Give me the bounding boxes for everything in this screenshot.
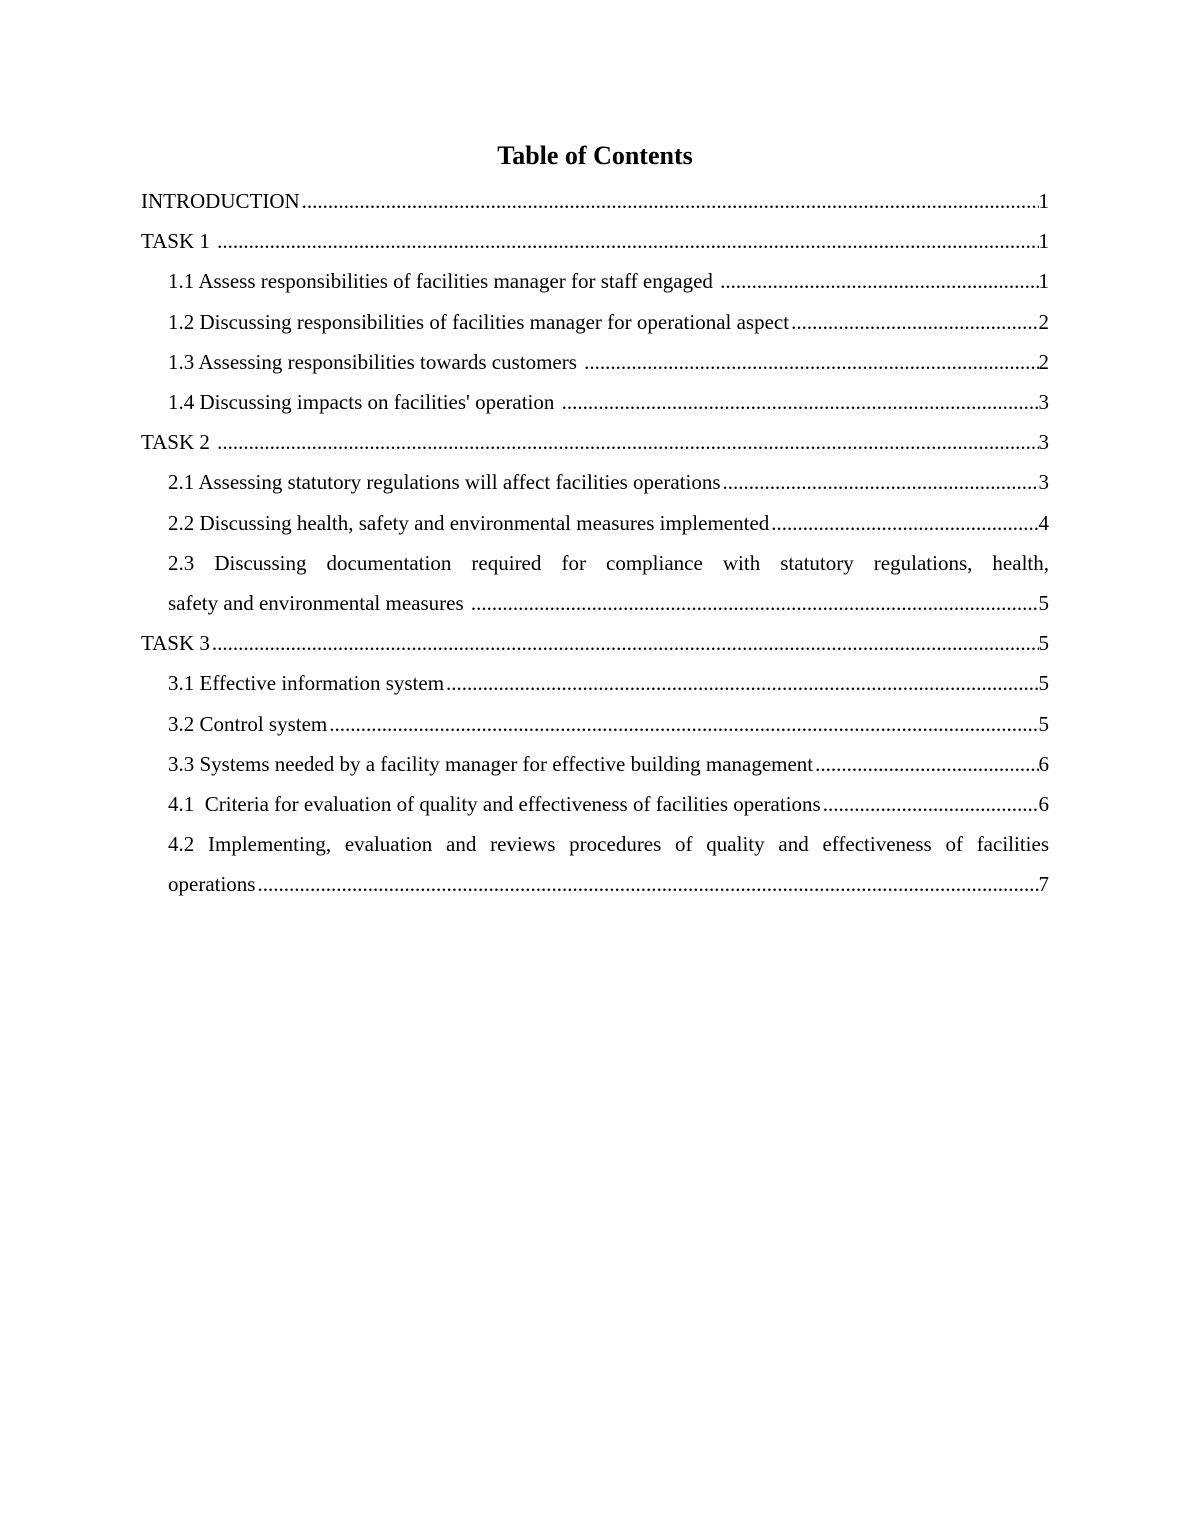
toc-page-number: 1: [1038, 229, 1049, 254]
toc-entry-2-3[interactable]: [141, 543, 1049, 623]
toc-entry-3-1[interactable]: [141, 663, 1049, 703]
toc-entry-label: TASK 1: [141, 229, 216, 254]
toc-entry-1-4[interactable]: [141, 382, 1049, 422]
toc-entry-4-1[interactable]: [141, 784, 1049, 824]
toc-entry-2-2[interactable]: [141, 503, 1049, 543]
toc-entry-label: 3.1 Effective information system: [168, 671, 445, 696]
toc-leader-dots: [562, 382, 1039, 422]
toc-page-number: 6: [1038, 792, 1049, 817]
toc-entry-label: 2.1 Assessing statutory regulations will affect facilities operations: [168, 470, 721, 495]
toc-page-number: 3: [1038, 470, 1049, 495]
toc-entry-label: INTRODUCTION: [141, 189, 300, 213]
toc-entry-1-1[interactable]: [141, 261, 1049, 301]
toc-leader-dots: [217, 221, 1038, 261]
toc-leader-dots: [329, 704, 1038, 744]
toc-page-number: 3: [1038, 390, 1049, 415]
toc-entry-task-3[interactable]: [141, 623, 1049, 663]
toc-page-number: 7: [1038, 872, 1049, 897]
toc-page-number: 2: [1038, 309, 1049, 334]
toc-leader-dots: [217, 422, 1038, 462]
toc-leader-dots: [302, 181, 1039, 221]
toc-page-number: 5: [1038, 591, 1049, 616]
toc-entry-last-line: [168, 864, 1049, 904]
toc-entry-label: 1.4 Discussing impacts on facilities' operation: [168, 390, 560, 415]
toc-page-number: 5: [1038, 671, 1049, 696]
toc-leader-dots: [471, 583, 1039, 623]
toc-leader-dots: [723, 462, 1039, 502]
toc-entry-label: TASK 3: [141, 631, 210, 656]
toc-leader-dots: [771, 503, 1038, 543]
toc-entry-4-2[interactable]: [141, 824, 1049, 904]
toc-page-number: 6: [1038, 751, 1049, 776]
toc-leader-dots: [446, 663, 1038, 703]
toc-entry-label: 3.2 Control system: [168, 711, 328, 736]
toc-leader-dots: [815, 744, 1038, 784]
toc-leader-dots: [212, 623, 1039, 663]
toc-entry-last-line: [168, 583, 1049, 623]
toc-entry-label: 1.3 Assessing responsibilities towards customers: [168, 349, 583, 374]
toc-entry-label: 4.1 Criteria for evaluation of quality and effectiveness of facilities operations: [168, 792, 821, 817]
toc-list: [141, 181, 1049, 905]
toc-entry-3-3[interactable]: [141, 744, 1049, 784]
toc-page-number: 1: [1038, 189, 1049, 213]
toc-page-number: 4: [1038, 510, 1049, 535]
toc-page-number: 2: [1038, 349, 1049, 374]
toc-entry-task-2[interactable]: [141, 422, 1049, 462]
toc-entry-1-2[interactable]: [141, 302, 1049, 342]
toc-entry-label-line-1: 2.3 Discussing documentation required for compliance with statutory regulations, health,: [168, 550, 1049, 575]
toc-leader-dots: [823, 784, 1039, 824]
document-page: [141, 136, 1049, 905]
toc-entry-label: 1.1 Assess responsibilities of facilities manager for staff engaged: [168, 269, 719, 294]
toc-page-number: 5: [1038, 711, 1049, 736]
toc-leader-dots: [720, 261, 1038, 301]
toc-entry-label: 1.2 Discussing responsibilities of facilities manager for operational aspect: [168, 309, 790, 334]
toc-entry-1-3[interactable]: [141, 342, 1049, 382]
toc-entry-label-line-1: 4.2 Implementing, evaluation and reviews procedures of quality and effectiveness of facilities: [168, 832, 1049, 857]
toc-page-number: 3: [1038, 430, 1049, 455]
toc-entry-label: 2.2 Discussing health, safety and environmental measures implemented: [168, 510, 770, 535]
toc-entry-label-line-2: operations: [168, 872, 256, 897]
toc-page-number: 5: [1038, 631, 1049, 656]
toc-entry-label-line-2: safety and environmental measures: [168, 591, 469, 616]
toc-entry-3-2[interactable]: [141, 704, 1049, 744]
toc-leader-dots: [257, 864, 1038, 904]
toc-entry-introduction[interactable]: [141, 181, 1049, 221]
toc-entry-label: 3.3 Systems needed by a facility manager for effective building management: [168, 751, 814, 776]
toc-title: Table of Contents: [497, 141, 693, 170]
toc-entry-2-1[interactable]: [141, 462, 1049, 502]
toc-page-number: 1: [1038, 269, 1049, 294]
toc-leader-dots: [791, 302, 1038, 342]
toc-entry-label: TASK 2: [141, 430, 216, 455]
toc-entry-task-1[interactable]: [141, 221, 1049, 261]
toc-leader-dots: [584, 342, 1038, 382]
